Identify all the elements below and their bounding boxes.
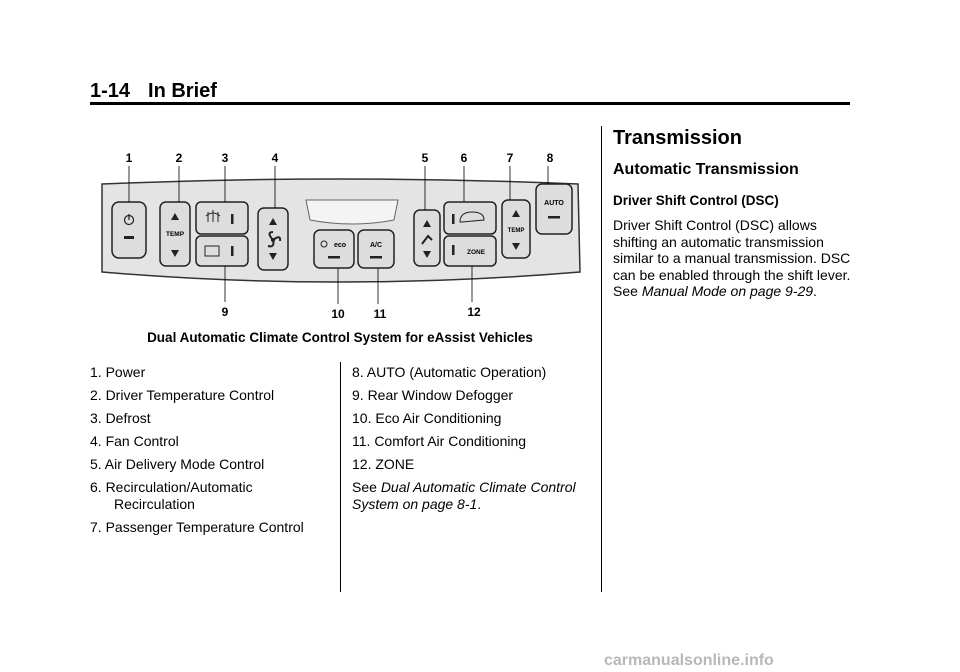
ac-label: A/C: [369, 242, 383, 249]
dsc-suffix: .: [813, 283, 817, 299]
climate-control-illustration: [88, 140, 588, 324]
manual-mode-link[interactable]: Manual Mode on page 9-29: [641, 283, 814, 299]
legend-item: 11. Comfort Air Conditioning: [352, 433, 527, 449]
zone-label: ZONE: [466, 249, 486, 256]
transmission-section: [613, 126, 853, 300]
legend-item: 7. Passenger Temperature Control: [90, 519, 304, 535]
see-suffix: .: [477, 496, 482, 512]
legend-item: 9. Rear Window Defogger: [352, 387, 514, 403]
section-title: In Brief: [148, 80, 217, 102]
legend-item: 12. ZONE: [352, 456, 415, 472]
column-divider: [340, 362, 341, 592]
callout-2: 2: [175, 151, 183, 165]
see-prefix: See: [352, 479, 381, 495]
callout-4: 4: [271, 151, 279, 165]
legend-item: 8. AUTO (Automatic Operation): [352, 364, 547, 380]
see-link[interactable]: Dual Automatic Climate Control System on page 8-1: [352, 479, 576, 512]
dsc-body: Driver Shift Control (DSC) allows shifting an automatic transmission similar to a manual transmission. DSC can be enabled through the shift lever. See: [613, 217, 851, 299]
rear-defog-button: [196, 236, 248, 266]
page-number: 1-14: [90, 80, 131, 102]
comfort-ac-button: [358, 230, 394, 268]
legend-list-right: [352, 364, 592, 473]
legend-item: 3. Defrost: [90, 410, 151, 426]
figure-caption: Dual Automatic Climate Control System for eAssist Vehicles: [147, 330, 533, 345]
section-heading: Transmission: [613, 127, 742, 149]
callout-5: 5: [421, 151, 429, 165]
auto-label: AUTO: [544, 200, 564, 207]
subsubsection-heading: Driver Shift Control (DSC): [613, 193, 779, 208]
eco-ac-button: [314, 230, 354, 268]
eco-label: eco: [333, 242, 347, 249]
defrost-button: [196, 202, 248, 234]
legend-item: 5. Air Delivery Mode Control: [90, 456, 265, 472]
legend-item: 10. Eco Air Conditioning: [352, 410, 502, 426]
callout-11: 11: [373, 307, 387, 321]
legend-column-right: [352, 364, 592, 527]
passenger-temp-label: TEMP: [507, 228, 525, 234]
watermark: carmanualsonline.info: [604, 652, 774, 669]
page-header: [90, 80, 217, 103]
callout-3: 3: [221, 151, 229, 165]
callout-9: 9: [221, 305, 229, 319]
see-reference: [352, 479, 592, 513]
legend-item: 6. Recirculation/Automatic Recirculation: [90, 479, 253, 512]
center-display: [306, 200, 398, 224]
callout-1: 1: [125, 151, 133, 165]
dsc-paragraph: [613, 217, 853, 300]
legend-item: 2. Driver Temperature Control: [90, 387, 275, 403]
legend-item: 4. Fan Control: [90, 433, 179, 449]
callout-7: 7: [506, 151, 514, 165]
auto-button: [536, 184, 572, 234]
callout-8: 8: [546, 151, 554, 165]
power-button: [112, 202, 146, 258]
subsection-heading: Automatic Transmission: [613, 161, 799, 178]
header-rule: [90, 102, 850, 105]
page-divider: [601, 126, 602, 592]
callout-10: 10: [331, 307, 345, 321]
callout-12: 12: [467, 305, 481, 319]
legend-list-left: [90, 364, 330, 542]
recirculation-button: [444, 202, 496, 234]
temp-label: TEMP: [165, 231, 185, 238]
callout-6: 6: [460, 151, 468, 165]
legend-item: 1. Power: [90, 364, 146, 380]
